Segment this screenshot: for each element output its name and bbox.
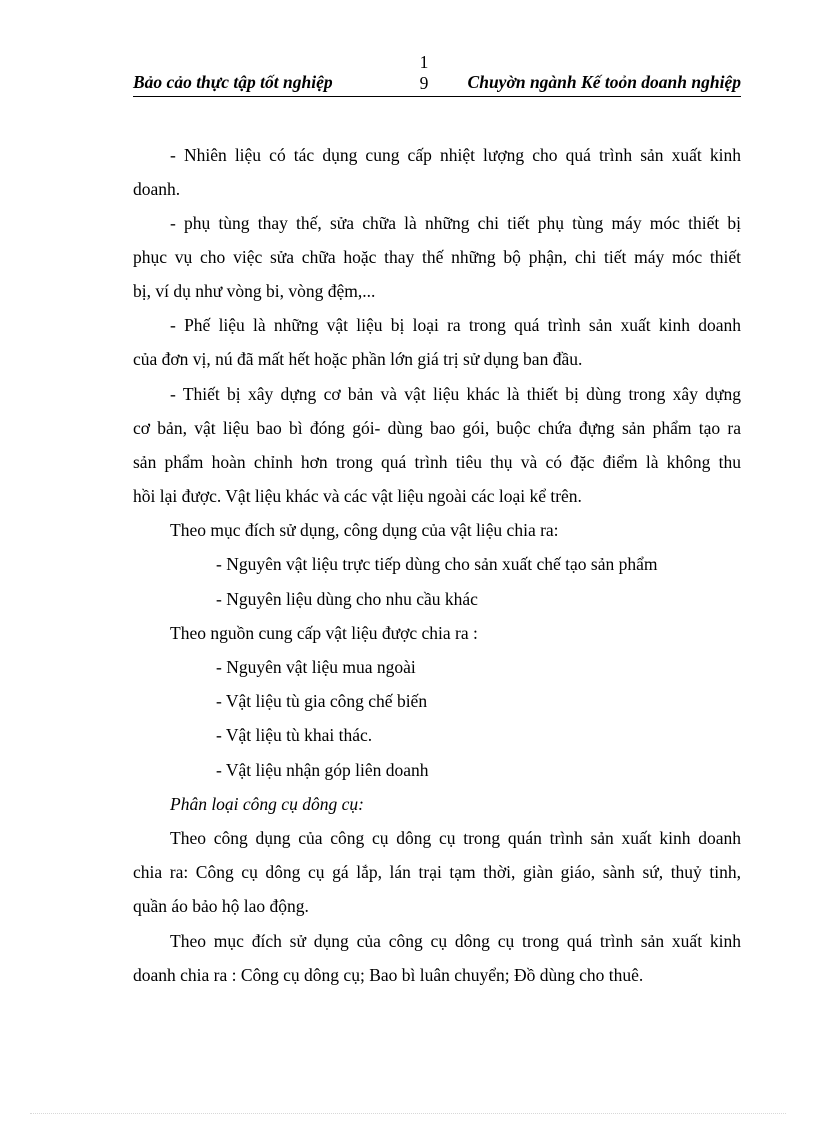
header-divider	[133, 96, 741, 97]
text-line: sản phẩm hoàn chỉnh hơn trong quá trình tiêu thụ và có đặc điểm là không thu	[133, 452, 741, 472]
text-line: Theo mục đích sử dụng của công cụ dông cụ trong quá trình sản xuất kinh	[170, 931, 741, 951]
text-line: - Nhiên liệu có tác dụng cung cấp nhiệt lượng cho quá trình sản xuất kinh	[170, 145, 741, 165]
list-item: - Nguyên vật liệu mua ngoài	[216, 657, 416, 677]
major-title: Chuyờn ngành Kế toỏn doanh nghiệp	[467, 72, 741, 92]
text-line: doanh.	[133, 179, 181, 199]
text-line: cơ bản, vật liệu bao bì đóng gói- dùng bao gói, buộc chứa đựng sản phẩm tạo ra	[133, 418, 741, 438]
text-line: doanh chia ra : Công cụ dông cụ; Bao bì luân chuyển; Đồ dùng cho thuê.	[133, 965, 644, 985]
list-item: - Nguyên vật liệu trực tiếp dùng cho sản xuất chế tạo sản phẩm	[216, 554, 658, 574]
report-title: Bảo cảo thực tập tốt nghiệp	[133, 72, 333, 92]
footer-divider	[30, 1113, 786, 1114]
page-number-top: 1	[419, 52, 429, 72]
list-item: - Vật liệu tù gia công chế biến	[216, 691, 428, 711]
list-item: - Vật liệu tù khai thác.	[216, 725, 373, 745]
text-line: quần áo bảo hộ lao động.	[133, 896, 309, 916]
text-line: Theo mục đích sử dụng, công dụng của vật liệu chia ra:	[170, 520, 559, 540]
page-header	[133, 52, 741, 98]
page-number-bottom: 9	[419, 73, 429, 93]
text-line: - Phế liệu là những vật liệu bị loại ra trong quá trình sản xuất kinh doanh	[170, 315, 741, 335]
text-line: - Thiết bị xây dựng cơ bản và vật liệu khác là thiết bị dùng trong xây dựng	[170, 384, 741, 404]
text-line: Theo công dụng của công cụ dông cụ trong quán trình sản xuất kinh doanh	[170, 828, 741, 848]
text-line: bị, ví dụ như vòng bi, vòng đệm,...	[133, 281, 376, 301]
section-heading: Phân loại công cụ dông cụ:	[170, 794, 364, 814]
list-item: - Nguyên liệu dùng cho nhu cầu khác	[216, 589, 478, 609]
text-line: phục vụ cho việc sửa chữa hoặc thay thế những bộ phận, chi tiết máy móc thiết	[133, 247, 741, 267]
text-line: hồi lại được. Vật liệu khác và các vật liệu ngoài các loại kể trên.	[133, 486, 582, 506]
text-line: chia ra: Công cụ dông cụ gá lắp, lán trại tạm thời, giàn giáo, sành sứ, thuỷ tinh,	[133, 862, 741, 882]
text-line: của đơn vị, nú đã mất hết hoặc phần lớn giá trị sử dụng ban đầu.	[133, 349, 583, 369]
text-line: Theo nguồn cung cấp vật liệu được chia ra :	[170, 623, 478, 643]
page-number	[414, 52, 434, 94]
text-line: - phụ tùng thay thế, sửa chữa là những chi tiết phụ tùng máy móc thiết bị	[170, 213, 741, 233]
list-item: - Vật liệu nhận góp liên doanh	[216, 760, 429, 780]
